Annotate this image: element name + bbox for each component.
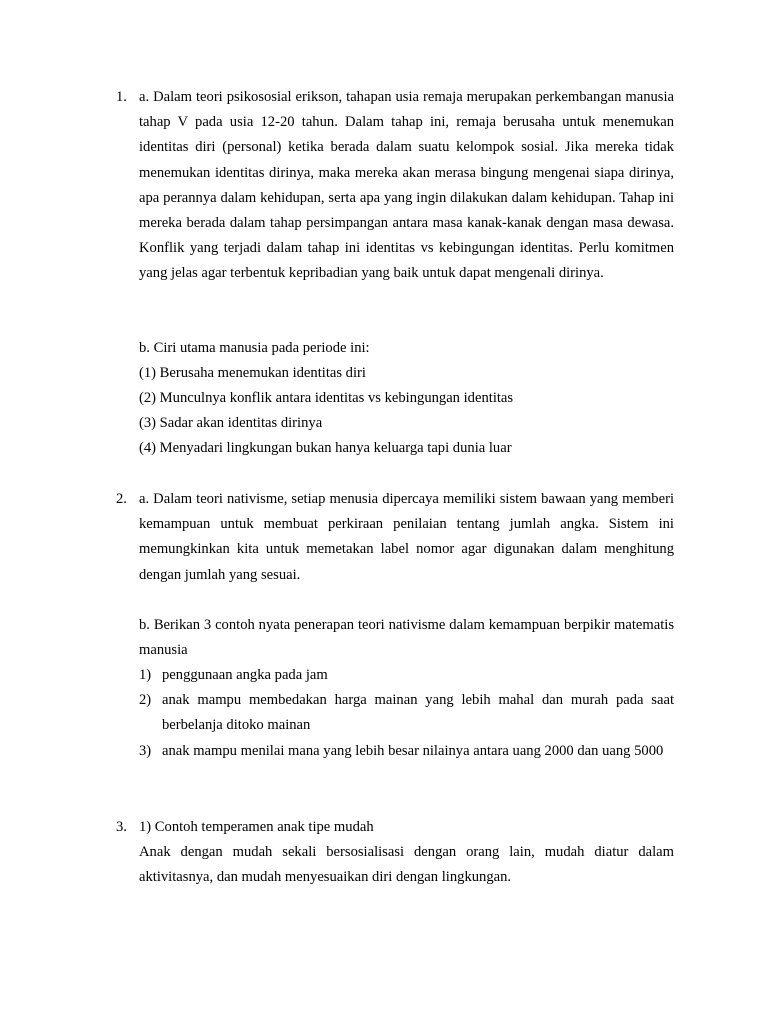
list-item-text: penggunaan angka pada jam (162, 667, 328, 683)
item-3-heading: 1) Contoh temperamen anak tipe mudah (139, 819, 374, 835)
list-item-text: anak mampu menilai mana yang lebih besar nilainya antara uang 2000 dan uang 5000 (162, 742, 664, 759)
item-number-3: 3. (116, 819, 127, 835)
item-1-list-entry-3: (3) Sadar akan identitas dirinya (139, 415, 323, 431)
list-item-number: 1) (139, 667, 152, 683)
item-number-1: 1. (116, 89, 127, 105)
item-2-part-b-heading: b. Berikan 3 contoh nyata penerapan teori nativisme dalam kemampuan berpikir matematis manusia (139, 617, 674, 659)
list-item-text: anak mampu membedakan harga mainan yang lebih mahal dan murah pada saat berbelanja ditoko mainan (162, 692, 674, 734)
item-number-2: 2. (116, 491, 127, 507)
item-1-list-entry-2: (2) Munculnya konflik antara identitas vs kebingungan identitas (139, 390, 514, 406)
item-1-list-entry-1: (1) Berusaha menemukan identitas diri (139, 365, 366, 381)
item-3-body: Anak dengan mudah sekali bersosialisasi dengan orang lain, mudah diatur dalam aktivitasnya, dan mudah menyesuaikan diri dengan lingkungan. (139, 844, 674, 886)
list-item (139, 739, 674, 764)
list-item (139, 688, 674, 738)
item-1-list-entry-4: (4) Menyadari lingkungan bukan hanya keluarga tapi dunia luar (139, 440, 512, 456)
item-1-part-a: a. Dalam teori psikososial erikson, tahapan usia remaja merupakan perkembangan manusia tahap V pada usia 12-20 tahun. Dalam tahap ini, remaja berusaha untuk menemukan identitas diri (personal) ketika berada dalam suatu kelompok sosial. Jika mereka tidak menemukan identitas dirinya, maka mereka akan merasa bingung mengenai siapa dirinya, apa perannya dalam kehidupan, serta apa yang ingin dilakukan dalam kehidupan. Tahap ini mereka berada dalam tahap persimpangan antara masa kanak-kanak dengan masa dewasa. Konflik yang terjadi dalam tahap ini identitas vs kebingungan identitas. Perlu komitmen yang jelas agar terbentuk kepribadian yang baik untuk dapat mengenali dirinya. (139, 89, 674, 282)
list-item-number: 3) (139, 742, 152, 759)
item-1-part-b-heading: b. Ciri utama manusia pada periode ini: (139, 340, 370, 356)
list-item (139, 663, 674, 688)
list-item-number: 2) (139, 692, 152, 709)
item-2-part-a: a. Dalam teori nativisme, setiap menusia dipercaya memiliki sistem bawaan yang memberi kemampuan untuk membuat perkiraan penilaian tentang jumlah angka. Sistem ini memungkinkan kita untuk memetakan label nomor agar digunakan dalam menghitung dengan jumlah yang sesuai. (139, 491, 674, 583)
item-2-example-list (139, 663, 674, 764)
